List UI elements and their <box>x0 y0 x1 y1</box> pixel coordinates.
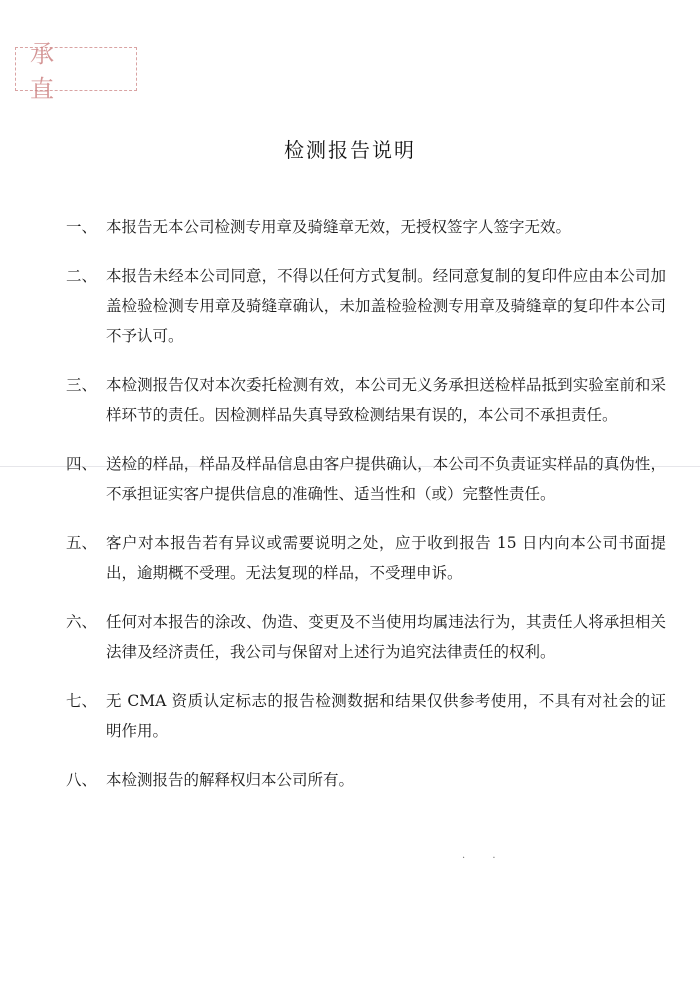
list-item <box>66 528 666 588</box>
item-text: 无 CMA 资质认定标志的报告检测数据和结果仅供参考使用，不具有对社会的证明作用。 <box>106 692 666 740</box>
list-item <box>66 261 666 351</box>
list-item <box>66 686 666 746</box>
seal-stamp <box>15 40 137 103</box>
list-item <box>66 370 666 430</box>
item-text: 客户对本报告若有异议或需要说明之处，应于收到报告 15 日内向本公司书面提出，逾期概不受理。无法复现的样品，不受理申诉。 <box>106 534 666 582</box>
item-number: 二、 <box>66 267 98 285</box>
item-text: 本报告未经本公司同意，不得以任何方式复制。经同意复制的复印件应由本公司加盖检验检测专用章及骑缝章确认，未加盖检验检测专用章及骑缝章的复印件本公司不予认可。 <box>106 267 666 345</box>
item-number: 六、 <box>66 613 98 631</box>
statement-list <box>66 212 666 814</box>
seal-stamp-text: 承 直 <box>30 40 76 103</box>
item-number: 七、 <box>66 692 98 710</box>
list-item <box>66 449 666 509</box>
item-number: 八、 <box>66 771 98 789</box>
list-item <box>66 212 666 242</box>
item-text: 本报告无本公司检测专用章及骑缝章无效，无授权签字人签字无效。 <box>106 218 572 236</box>
list-item <box>66 765 666 795</box>
item-number: 五、 <box>66 534 98 552</box>
scan-speck: · · <box>462 853 508 864</box>
item-text: 送检的样品，样品及样品信息由客户提供确认，本公司不负责证实样品的真伪性，不承担证实客户提供信息的准确性、适当性和（或）完整性责任。 <box>106 455 666 503</box>
item-text: 本检测报告的解释权归本公司所有。 <box>106 771 355 789</box>
page-title: 检测报告说明 <box>284 138 416 162</box>
list-item <box>66 607 666 667</box>
item-text: 任何对本报告的涂改、伪造、变更及不当使用均属违法行为，其责任人将承担相关法律及经济责任，我公司与保留对上述行为追究法律责任的权利。 <box>106 613 666 661</box>
item-number: 一、 <box>66 218 98 236</box>
item-number: 四、 <box>66 455 98 473</box>
item-text: 本检测报告仅对本次委托检测有效，本公司无义务承担送检样品抵到实验室前和采样环节的责任。因检测样品失真导致检测结果有误的，本公司不承担责任。 <box>106 376 666 424</box>
item-number: 三、 <box>66 376 98 394</box>
